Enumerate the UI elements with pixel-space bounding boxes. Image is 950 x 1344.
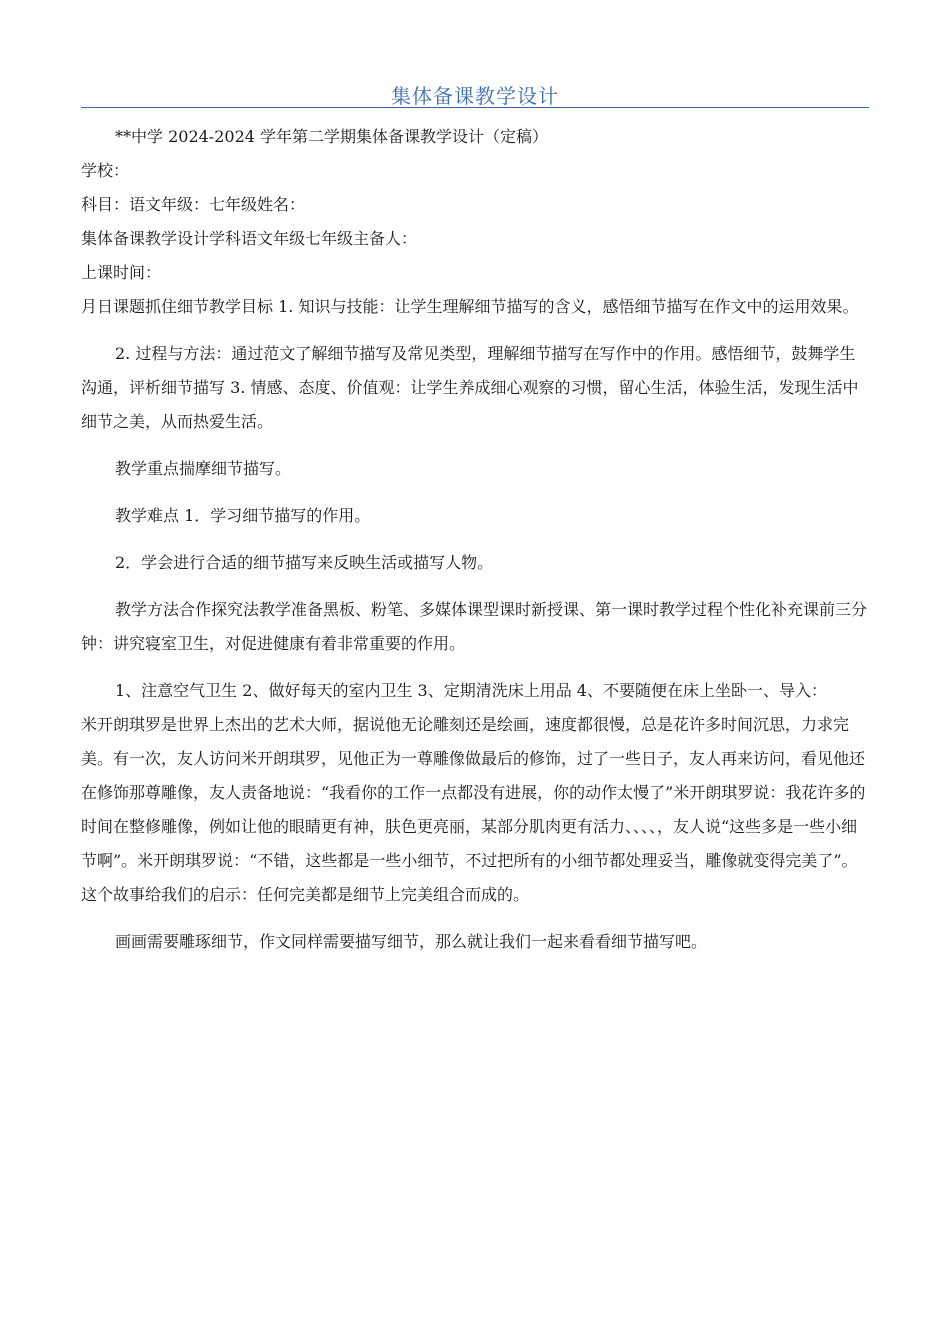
document-heading-line: **中学 2024-2024 学年第二学期集体备课教学设计（定稿） bbox=[115, 127, 549, 146]
teaching-objective-paragraph: 月日课题抓住细节教学目标 1. 知识与技能：让学生理解细节描写的含义，感悟细节描写在作文中的运用效果。 bbox=[81, 297, 859, 316]
header-divider bbox=[81, 107, 869, 108]
teaching-method-paragraph: 教学方法合作探究法教学准备黑板、粉笔、多媒体课型课时新授课、第一课时教学过程个性化补充课前三分钟：讲究寝室卫生，对促进健康有着非常重要的作用。 bbox=[81, 600, 868, 653]
process-method-paragraph: 2. 过程与方法：通过范文了解细节描写及常见类型，理解细节描写在写作中的作用。感悟细节，鼓舞学生沟通，评析细节描写 3. 情感、态度、价值观：让学生养成细心观察的习惯，留心生活，体验生活，发现生活中细节之美，从而热爱生活。 bbox=[81, 344, 859, 431]
difficulty-item-2-paragraph: 2．学会进行合适的细节描写来反映生活或描写人物。 bbox=[115, 553, 494, 572]
school-field: 学校： bbox=[81, 161, 130, 180]
lead-preparer-field: 集体备课教学设计学科语文年级七年级主备人： bbox=[81, 229, 418, 248]
subject-grade-name-field: 科目：语文年级：七年级姓名： bbox=[81, 195, 306, 214]
teaching-focus-paragraph: 教学重点揣摩细节描写。 bbox=[115, 459, 292, 478]
page-header-title: 集体备课教学设计 bbox=[391, 84, 559, 108]
teaching-difficulty-paragraph: 教学难点 1．学习细节描写的作用。 bbox=[115, 506, 371, 525]
michelangelo-story-paragraph: 米开朗琪罗是世界上杰出的艺术大师，据说他无论雕刻还是绘画，速度都很慢，总是花许多时间沉思，力求完美。有一次，友人访问米开朗琪罗，见他正为一尊雕像做最后的修饰，过了一些日子，友人再来访问，看见他还在修饰那尊雕像，友人责备地说：“我看你的工作一点都没有进展，你的动作太慢了”米开朗琪罗说：我花许多的时间在整修雕像，例如让他的眼睛更有神，肤色更亮丽，某部分肌肉更有活力、、、、，友人说“这些多是一些小细节啊”。米开朗琪罗说：“不错，这些都是一些小细节，不过把所有的小细节都处理妥当，雕像就变得完美了”。这个故事给我们的启示：任何完美都是细节上完美组合而成的。 bbox=[81, 715, 866, 904]
hygiene-list-paragraph: 1、注意空气卫生 2、做好每天的室内卫生 3、定期清洗床上用品 4、不要随便在床上坐卧一、导入： bbox=[115, 681, 827, 700]
class-time-field: 上课时间： bbox=[81, 263, 162, 282]
closing-paragraph: 画画需要雕琢细节，作文同样需要描写细节，那么就让我们一起来看看细节描写吧。 bbox=[115, 932, 708, 951]
document-body bbox=[81, 120, 869, 959]
